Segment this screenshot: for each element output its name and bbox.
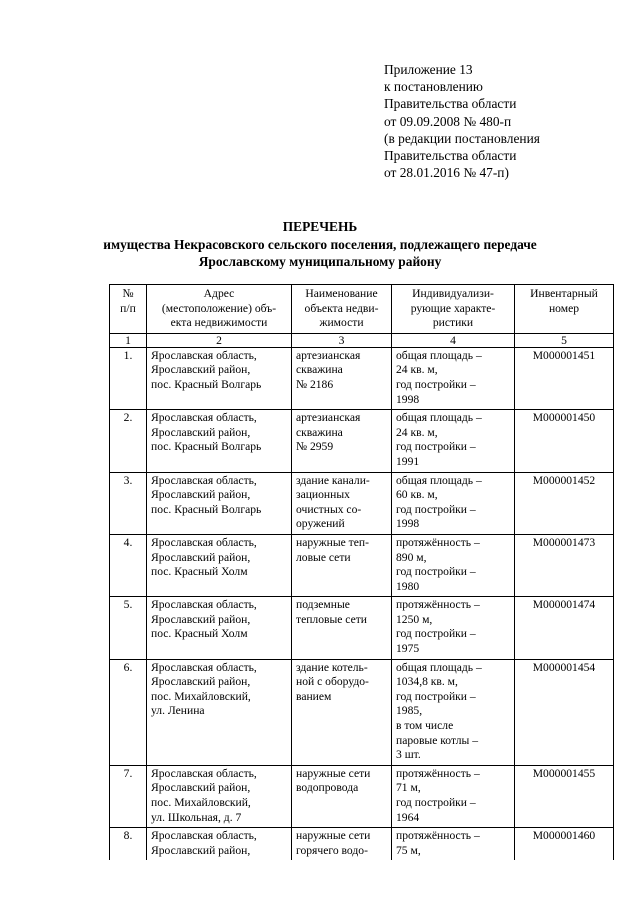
row-object-name-line: водопровода	[296, 781, 359, 795]
header-text: Инвентарный	[530, 287, 598, 300]
document-subtitle-line2: Ярославскому муниципальному району	[198, 254, 442, 269]
table-row	[110, 347, 614, 409]
column-number: 1	[110, 333, 147, 347]
row-number: 8.	[110, 828, 147, 861]
row-features-line: 1980	[396, 579, 420, 593]
row-features	[392, 472, 515, 534]
row-object-name-line: ванием	[296, 689, 332, 703]
row-address-line: Ярославская область,	[151, 660, 257, 674]
row-features-line: 890 м,	[396, 550, 427, 564]
header-text: Индивидуализи-	[412, 287, 494, 300]
row-features-line: 1998	[396, 517, 420, 531]
row-address-line: пос. Красный Холм	[151, 627, 248, 641]
header-text: жимости	[319, 316, 364, 330]
row-inventory-number: М000001473	[515, 534, 614, 596]
row-features	[392, 659, 515, 765]
header-features	[392, 285, 515, 334]
row-features-line: протяжённость –	[396, 535, 480, 549]
row-number: 3.	[110, 472, 147, 534]
row-address-line: пос. Красный Волгарь	[151, 440, 262, 454]
row-inventory-number: М000001452	[515, 472, 614, 534]
row-address-line: Ярославская область,	[151, 598, 257, 612]
row-features-line: год постройки –	[396, 796, 476, 809]
row-inventory-number: М000001454	[515, 659, 614, 765]
row-features-line: 24 кв. м,	[396, 425, 438, 439]
row-address-line: Ярославский район,	[151, 488, 251, 502]
row-features	[392, 597, 515, 659]
header-text: (местоположение) объ-	[161, 301, 277, 315]
row-address-line: Ярославская область,	[151, 766, 257, 780]
row-address-line: пос. Михайловский,	[151, 796, 251, 809]
row-number: 2.	[110, 410, 147, 472]
row-object-name-line: артезианская	[296, 348, 361, 362]
row-features-line: 24 кв. м,	[396, 363, 438, 377]
row-features-line: общая площадь –	[396, 411, 482, 425]
row-address-line: пос. Михайловский,	[151, 689, 251, 703]
row-object-name-line: № 2186	[296, 377, 334, 391]
row-address-line: Ярославская область,	[151, 829, 257, 843]
row-features-line: общая площадь –	[396, 348, 482, 362]
row-features-line: год постройки –	[396, 627, 476, 641]
row-features-line: год постройки –	[396, 689, 476, 703]
row-object-name	[292, 472, 392, 534]
row-address	[147, 347, 292, 409]
row-features-line: 1991	[396, 454, 420, 468]
row-features	[392, 347, 515, 409]
row-features-line: год постройки –	[396, 502, 476, 516]
appendix-line: Правительства области	[384, 148, 517, 164]
row-address-line: Ярославский район,	[151, 550, 251, 564]
header-text: ристики	[432, 316, 474, 330]
header-name	[292, 285, 392, 334]
row-object-name	[292, 597, 392, 659]
row-address-line: Ярославский район,	[151, 612, 251, 626]
header-text: объекта недви-	[304, 301, 379, 315]
row-address	[147, 765, 292, 827]
row-object-name-line: оружений	[296, 517, 345, 531]
row-object-name	[292, 347, 392, 409]
document-subtitle-line1: имущества Некрасовского сельского поселения, подлежащего передаче	[103, 237, 537, 252]
row-object-name-line: здание котель-	[296, 660, 368, 674]
row-features-line: 3 шт.	[396, 748, 421, 762]
row-address	[147, 472, 292, 534]
row-features-line: в том числе	[396, 719, 454, 733]
row-inventory-number: М000001460	[515, 828, 614, 861]
appendix-line: к постановлению	[384, 79, 483, 95]
row-object-name-line: скважина	[296, 425, 343, 439]
row-object-name-line: подземные	[296, 598, 350, 612]
row-address	[147, 828, 292, 861]
row-object-name	[292, 534, 392, 596]
row-object-name-line: тепловые сети	[296, 612, 368, 626]
row-object-name	[292, 765, 392, 827]
header-text: номер	[548, 301, 580, 315]
row-features-line: протяжённость –	[396, 829, 480, 843]
table-row	[110, 597, 614, 659]
column-number: 2	[147, 333, 292, 347]
row-features-line: паровые котлы –	[396, 733, 478, 747]
row-object-name-line: ной с оборудо-	[296, 675, 369, 689]
property-table	[109, 284, 614, 860]
appendix-line: Правительства области	[384, 96, 517, 112]
row-inventory-number: М000001450	[515, 410, 614, 472]
row-object-name-line: здание канали-	[296, 473, 370, 487]
row-address	[147, 597, 292, 659]
row-features	[392, 534, 515, 596]
appendix-line: от 28.01.2016 № 47-п)	[384, 165, 509, 181]
row-object-name	[292, 828, 392, 861]
row-address	[147, 410, 292, 472]
row-features-line: протяжённость –	[396, 598, 480, 612]
row-inventory-number: М000001451	[515, 347, 614, 409]
header-text: Адрес	[203, 287, 235, 300]
row-object-name-line: ловые сети	[296, 550, 351, 564]
row-address-line: Ярославский район,	[151, 843, 251, 857]
row-features-line: общая площадь –	[396, 473, 482, 487]
row-features-line: 1964	[396, 810, 420, 824]
row-features-line: год постройки –	[396, 377, 476, 391]
row-features	[392, 765, 515, 827]
header-address	[147, 285, 292, 334]
header-text: №	[122, 287, 134, 300]
table-row	[110, 828, 614, 861]
appendix-line: от 09.09.2008 № 480-п	[384, 113, 512, 129]
row-address-line: пос. Красный Волгарь	[151, 377, 262, 391]
row-features-line: общая площадь –	[396, 660, 482, 674]
row-address	[147, 534, 292, 596]
row-object-name-line: очистных со-	[296, 502, 362, 516]
column-number: 3	[292, 333, 392, 347]
row-address-line: Ярославская область,	[151, 473, 257, 487]
row-object-name-line: артезианская	[296, 411, 361, 425]
header-inventory	[515, 285, 614, 334]
row-features-line: 60 кв. м,	[396, 488, 438, 502]
table-row	[110, 659, 614, 765]
row-features-line: протяжённость –	[396, 766, 480, 780]
row-address-line: Ярославская область,	[151, 411, 257, 425]
row-object-name-line: скважина	[296, 363, 343, 377]
row-object-name	[292, 659, 392, 765]
row-number: 5.	[110, 597, 147, 659]
row-object-name	[292, 410, 392, 472]
row-inventory-number: М000001474	[515, 597, 614, 659]
row-address-line: пос. Красный Волгарь	[151, 502, 262, 516]
row-number: 4.	[110, 534, 147, 596]
row-object-name-line: наружные сети	[296, 766, 371, 780]
column-number: 5	[515, 333, 614, 347]
header-text: екта недвижимости	[170, 316, 268, 330]
row-address-line: ул. Ленина	[151, 704, 205, 718]
row-address-line: Ярославская область,	[151, 535, 257, 549]
row-inventory-number: М000001455	[515, 765, 614, 827]
row-address-line: Ярославский район,	[151, 675, 251, 689]
row-features-line: 1985,	[396, 704, 423, 718]
row-object-name-line: № 2959	[296, 440, 334, 454]
row-features-line: 1975	[396, 642, 420, 656]
table-row	[110, 472, 614, 534]
table-row	[110, 534, 614, 596]
row-features-line: 71 м,	[396, 781, 421, 795]
appendix-note	[384, 61, 624, 181]
row-address-line: Ярославский район,	[151, 781, 251, 795]
header-text: рующие характе-	[410, 301, 496, 315]
column-number: 4	[392, 333, 515, 347]
row-address-line: пос. Красный Холм	[151, 565, 248, 579]
table-header-row	[110, 285, 614, 334]
appendix-line: (в редакции постановления	[384, 130, 540, 146]
table-row	[110, 765, 614, 827]
row-features-line: год постройки –	[396, 565, 476, 579]
row-object-name-line: наружные сети	[296, 829, 371, 843]
row-number: 6.	[110, 659, 147, 765]
row-address-line: ул. Школьная, д. 7	[151, 810, 242, 824]
table-row	[110, 410, 614, 472]
row-address-line: Ярославская область,	[151, 348, 257, 362]
row-features	[392, 828, 515, 861]
header-number	[110, 285, 147, 334]
row-features-line: 1034,8 кв. м,	[396, 675, 458, 689]
row-object-name-line: наружные теп-	[296, 535, 369, 549]
document-title: ПЕРЕЧЕНЬ	[282, 219, 358, 234]
appendix-line: Приложение 13	[384, 62, 473, 77]
row-number: 7.	[110, 765, 147, 827]
row-features-line: 75 м,	[396, 843, 421, 857]
row-object-name-line: горячего водо-	[296, 843, 368, 857]
table-body	[110, 347, 614, 860]
header-text: Наименование	[305, 287, 378, 300]
row-address	[147, 659, 292, 765]
row-features-line: 1998	[396, 392, 420, 406]
row-address-line: Ярославский район,	[151, 363, 251, 377]
row-address-line: Ярославский район,	[151, 425, 251, 439]
row-features	[392, 410, 515, 472]
row-features-line: 1250 м,	[396, 612, 433, 626]
column-number-row	[110, 333, 614, 347]
row-features-line: год постройки –	[396, 440, 476, 454]
row-object-name-line: зационных	[296, 488, 350, 502]
header-text: п/п	[120, 301, 136, 315]
row-number: 1.	[110, 347, 147, 409]
